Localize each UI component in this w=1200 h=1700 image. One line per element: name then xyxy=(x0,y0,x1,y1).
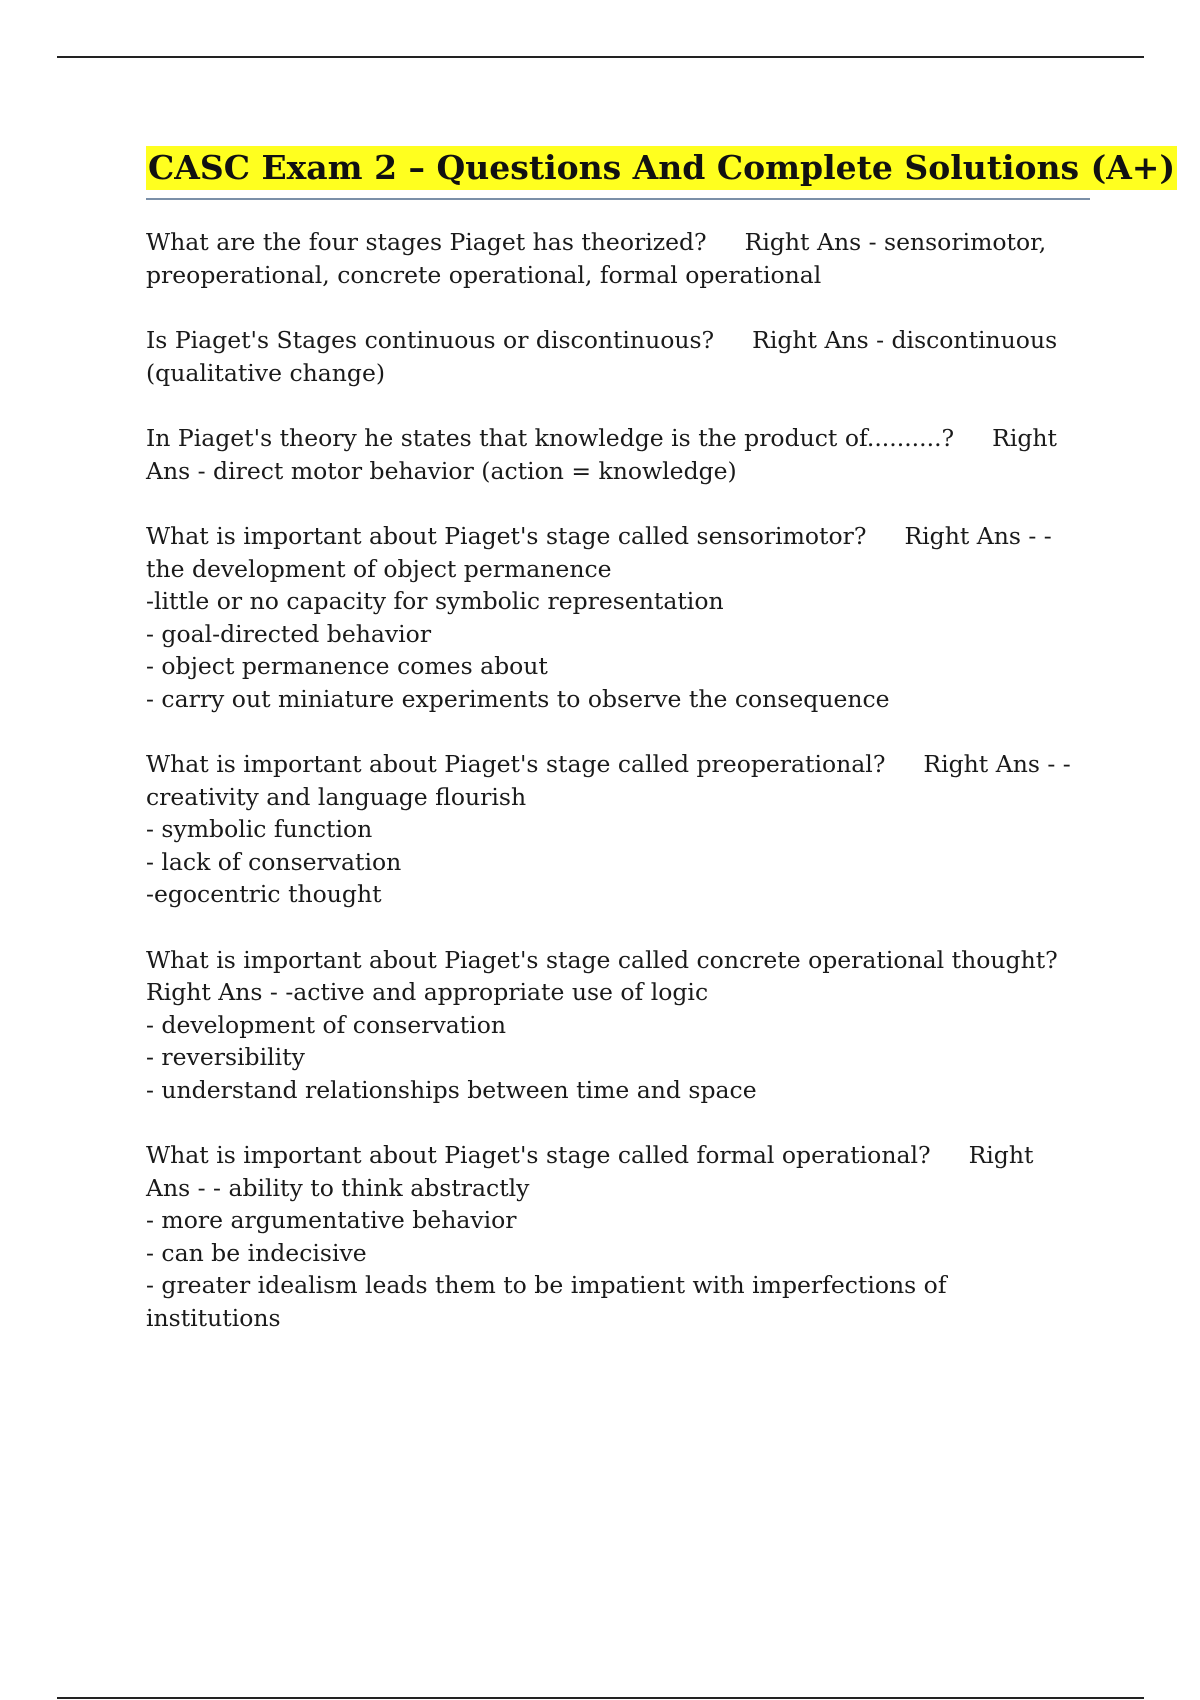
answer-line: Ans - direct motor behavior (action = knowledge) xyxy=(146,456,737,485)
answer-line: Right Ans - discontinuous xyxy=(752,326,1058,354)
answer-line: - lack of conservation xyxy=(146,847,402,876)
page-top-rule xyxy=(57,56,1144,58)
question-text: What is important about Piaget's stage called preoperational? xyxy=(146,750,886,778)
answer-line: Right Ans - -active and appropriate use of logic xyxy=(146,978,709,1006)
answer-line: - can be indecisive xyxy=(146,1238,367,1267)
title-block xyxy=(146,146,1176,200)
qa-item xyxy=(146,324,1090,389)
question-text: What are the four stages Piaget has theorized? xyxy=(146,228,707,256)
answer-line: creativity and language flourish xyxy=(146,782,527,811)
answer-line: the development of object permanence xyxy=(146,554,612,583)
answer-line: - carry out miniature experiments to observe the consequence xyxy=(146,684,890,713)
document-body xyxy=(146,146,1176,1367)
question-text: In Piaget's theory he states that knowledge is the product of..........? xyxy=(146,424,955,452)
answer-line: - goal-directed behavior xyxy=(146,619,432,648)
answer-line: Ans - - ability to think abstractly xyxy=(146,1173,530,1202)
answer-line: -egocentric thought xyxy=(146,880,382,908)
document-title: CASC Exam 2 – Questions And Complete Solutions (A+) xyxy=(146,146,1177,190)
answer-line: - object permanence comes about xyxy=(146,652,548,680)
answer-line: Right Ans - sensorimotor, xyxy=(744,228,1047,256)
answer-line: - symbolic function xyxy=(146,815,373,843)
answer-line: - more argumentative behavior xyxy=(146,1206,517,1234)
question-text: What is important about Piaget's stage called formal operational? xyxy=(146,1141,931,1169)
qa-item xyxy=(146,748,1090,911)
answer-line: - reversibility xyxy=(146,1043,305,1071)
answer-line: Right xyxy=(992,424,1057,452)
qa-item xyxy=(146,520,1090,715)
qa-item xyxy=(146,944,1090,1107)
qa-item xyxy=(146,226,1090,291)
answer-line: - greater idealism leads them to be impatient with imperfections of xyxy=(146,1271,947,1299)
answer-line: - development of conservation xyxy=(146,1010,506,1039)
question-text: What is important about Piaget's stage called concrete operational thought? xyxy=(146,945,1058,974)
answer-line: institutions xyxy=(146,1303,281,1332)
qa-item xyxy=(146,422,1090,487)
answer-line: preoperational, concrete operational, formal operational xyxy=(146,260,822,289)
question-text: What is important about Piaget's stage called sensorimotor? xyxy=(146,522,867,550)
answer-line: Right Ans - - xyxy=(904,522,1052,550)
answer-line: -little or no capacity for symbolic representation xyxy=(146,587,724,615)
page-bottom-rule xyxy=(57,1697,1144,1699)
question-text: Is Piaget's Stages continuous or discontinuous? xyxy=(146,326,715,354)
answer-line: Right Ans - - xyxy=(923,750,1071,778)
answer-line: (qualitative change) xyxy=(146,358,386,387)
qa-item xyxy=(146,1139,1090,1334)
answer-line: Right xyxy=(968,1141,1034,1169)
answer-line: - understand relationships between time and space xyxy=(146,1075,757,1104)
